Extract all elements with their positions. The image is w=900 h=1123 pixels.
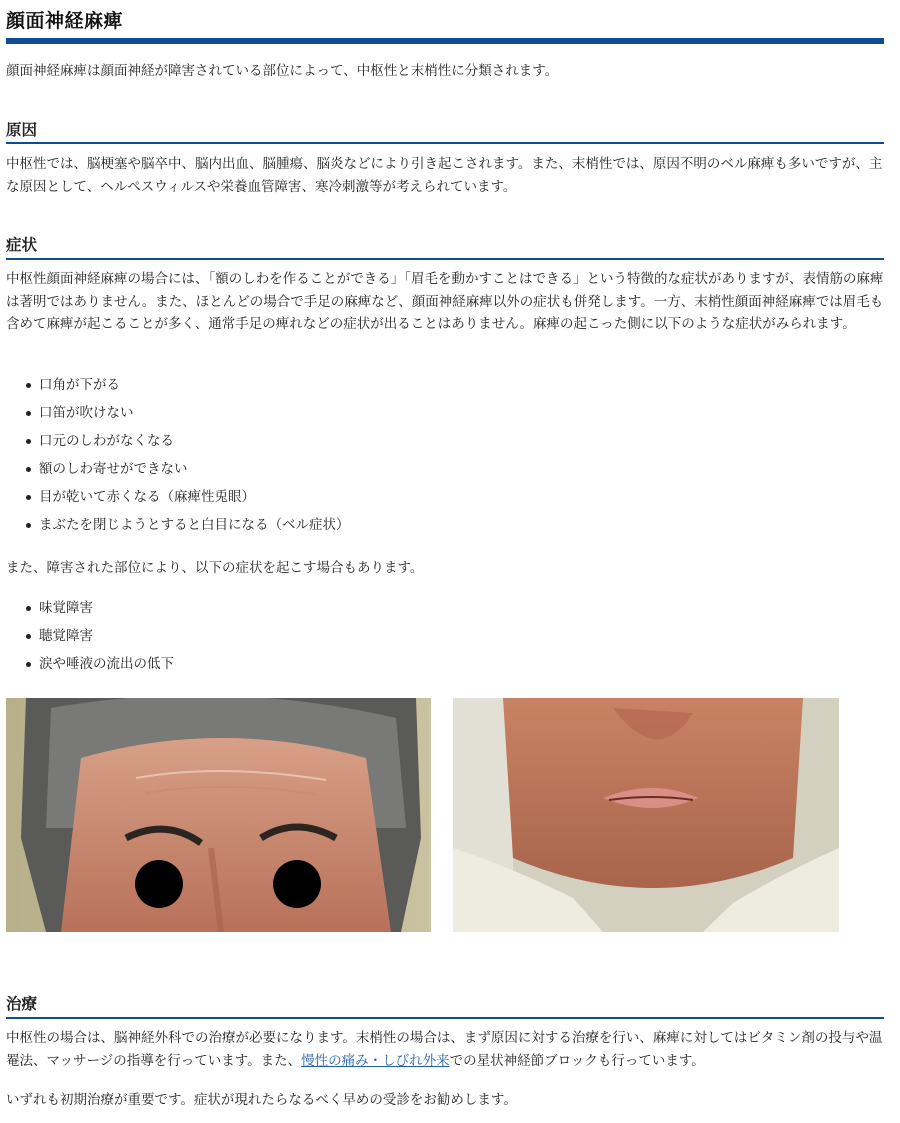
cause-text: 中枢性では、脳梗塞や脳卒中、脳内出血、脳腫瘍、脳炎などにより引き起こされます。また、末梢性では、原因不明のベル麻痺も多いですが、主な原因として、ヘルペスウィルスや栄養血管障害、寒冷刺激等が考えられています。: [6, 156, 883, 195]
list-item: まぶたを閉じようとすると白目になる（ベル症状）: [24, 511, 350, 539]
list-item: 口元のしわがなくなる: [24, 427, 350, 455]
treatment-rule: [6, 1017, 884, 1019]
symptoms-text: 中枢性顔面神経麻痺の場合には、「額のしわを作ることができる」「眉毛を動かすことはできる」という特徴的な症状がありますが、表情筋の麻痺は著明ではありません。また、ほとんどの場合で手足の麻痺など、顔面神経麻痺以外の症状も併発します。一方、末梢性顔面神経麻痺では眉毛も含めて麻痺が起こることが多く、通常手足の痺れなどの症状が出ることはありません。麻痺の起こった側に以下のような症状がみられます。: [6, 271, 884, 332]
treatment-text-after: での星状神経節ブロックも行っています。: [449, 1052, 705, 1069]
symptoms-heading: 症状: [6, 236, 38, 254]
intro-text: 顔面神経麻痺は顔面神経が障害されている部位によって、中枢性と末梢性に分類されます。: [6, 63, 559, 79]
list-item: 涙や唾液の流出の低下: [24, 650, 174, 678]
symptom-list-secondary: [24, 594, 174, 678]
symptoms-rule: [6, 258, 884, 260]
treatment-heading: 治療: [6, 995, 38, 1013]
list-item: 聴覚障害: [24, 622, 174, 650]
treatment-text-before: 中枢性の場合は、脳神経外科での治療が必要になります。末梢性の場合は、まず原因に対する治療を行い、麻痺に対してはビタミン剤の投与や温罨法、マッサージの指導を行っています。また、: [6, 1030, 883, 1069]
list-item: 目が乾いて赤くなる（麻痺性兎眼）: [24, 483, 350, 511]
list-item: 額のしわ寄せができない: [24, 455, 350, 483]
closing-text: いずれも初期治療が重要です。症状が現れたらなるべく早めの受診をお勧めします。: [6, 1092, 517, 1108]
symptoms-text-2: また、障害された部位により、以下の症状を起こす場合もあります。: [6, 560, 424, 576]
cause-rule: [6, 142, 884, 144]
cause-heading: 原因: [6, 121, 38, 139]
list-item: 口角が下がる: [24, 371, 350, 399]
photo-forehead: [6, 698, 431, 932]
title-underline: [6, 38, 884, 44]
chronic-pain-clinic-link[interactable]: 慢性の痛み・しびれ外来: [301, 1052, 450, 1069]
photo-lower-face: [453, 698, 839, 932]
list-item: 味覚障害: [24, 594, 174, 622]
page-title: 顔面神経麻痺: [6, 10, 124, 32]
symptom-list-primary: [24, 371, 350, 539]
treatment-text: [6, 1027, 884, 1072]
list-item: 口笛が吹けない: [24, 399, 350, 427]
